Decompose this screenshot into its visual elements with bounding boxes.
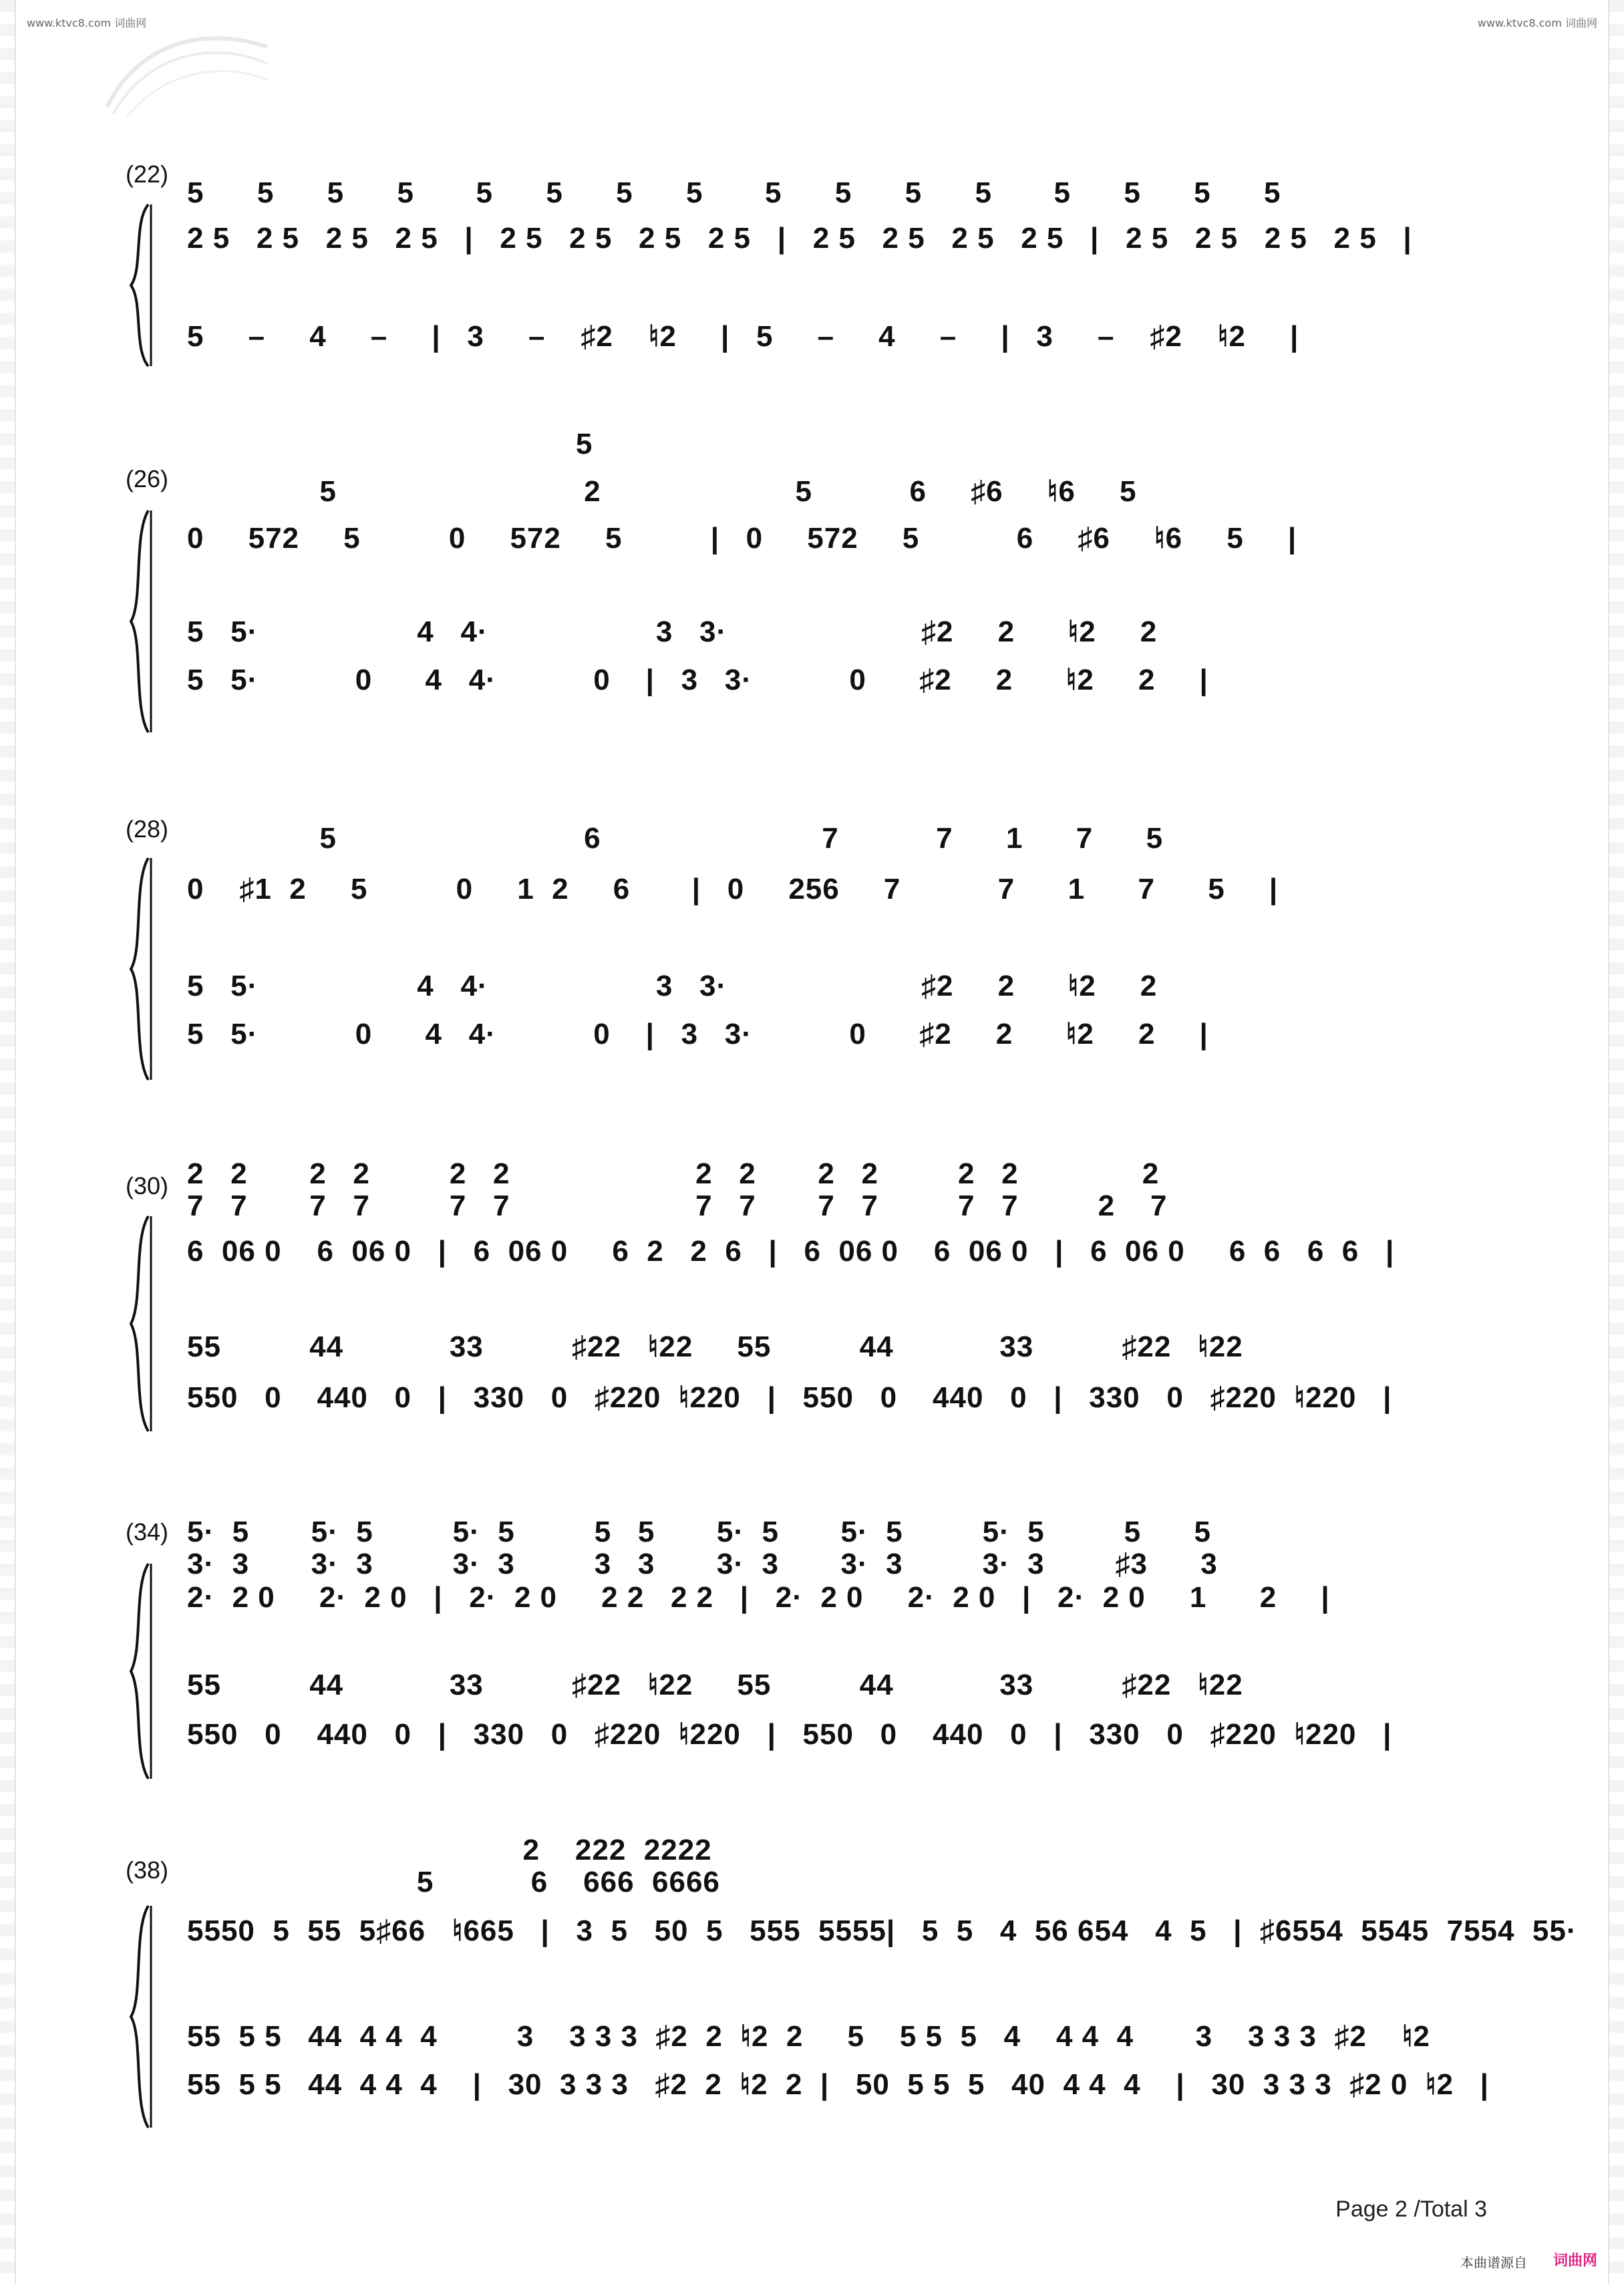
lower-staff-top-notes: 5 5· 4 4· 3 3· ♯2 2 ♮2 2: [187, 970, 1158, 1002]
measure-number: (34): [126, 1518, 169, 1546]
measure-number: (22): [126, 160, 169, 188]
upper-staff-chord-top: 5· 5 5· 5 5· 5 5 5 5· 5 5· 5 5· 5 5 5: [187, 1516, 1211, 1548]
measure-number: (28): [126, 815, 169, 843]
left-margin-strip: [0, 0, 16, 2284]
upper-staff-chord-top: 5 6 7 7 1 7 5: [187, 822, 1164, 855]
upper-staff-chord-top: 5: [187, 428, 593, 460]
lower-staff-notes: 5 5· 0 4 4· 0 | 3 3· 0 ♯2 2 ♮2 2 |: [187, 1018, 1208, 1050]
score-system-28: [127, 809, 1496, 1103]
watermark-left: www.ktvc8.com 词曲网: [27, 17, 147, 29]
upper-staff-notes: 5550 5 55 5♯66 ♮665 | 3 5 50 5 555 5555| 5 5 4 56 654 4 5 | ♯6554 5545 7554 55·: [187, 1914, 1577, 1947]
score-system-26: [127, 414, 1496, 748]
score-system-38: [126, 1831, 1577, 2138]
upper-staff-top-notes: 5 5 5 5 5 5 5 5 5 5 5 5 5 5 5 5: [187, 176, 1281, 209]
upper-staff-chord-mid: 7 7 7 7 7 7 7 7 7 7 7 7 2 7: [187, 1189, 1168, 1222]
upper-staff-chord-mid: 5 6 666 6666: [187, 1866, 720, 1898]
staff-brace-icon: [127, 1561, 154, 1781]
upper-staff-notes: 2 5 2 5 2 5 2 5 | 2 5 2 5 2 5 2 5 | 2 5 2 5 2 5 2 5 | 2 5 2 5 2 5 2 5 |: [187, 222, 1412, 255]
staff-brace-icon: [127, 202, 154, 369]
staff-brace-icon: [127, 1903, 154, 2130]
staff-brace-icon: [127, 508, 154, 735]
lower-staff-notes: 5 – 4 – | 3 – ♯2 ♮2 | 5 – 4 – | 3 – ♯2 ♮2 |: [187, 320, 1299, 353]
lower-staff-top-notes: 55 5 5 44 4 4 4 3 3 3 3 ♯2 2 ♮2 2 5 5 5 5 4 4 4 4 3 3 3 3 ♯2 ♮2: [187, 2020, 1430, 2053]
lower-staff-notes: 550 0 440 0 | 330 0 ♯220 ♮220 | 550 0 440 0 | 330 0 ♯220 ♮220 |: [187, 1381, 1392, 1414]
lower-staff-notes: 55 5 5 44 4 4 4 | 30 3 3 3 ♯2 2 ♮2 2 | 50 5 5 5 40 4 4 4 | 30 3 3 3 ♯2 0 ♮2 |: [187, 2068, 1489, 2101]
decorative-swirl-icon: [100, 27, 274, 120]
score-system-34: [127, 1510, 1496, 1804]
upper-staff-chord-mid: 3· 3 3· 3 3· 3 3 3 3· 3 3· 3 3· 3 ♯3 3: [187, 1548, 1218, 1580]
watermark-right: www.ktvc8.com 词曲网: [1477, 17, 1597, 29]
upper-staff-chord-top: 2 222 2222: [187, 1834, 712, 1866]
upper-staff-notes: 2· 2 0 2· 2 0 | 2· 2 0 2 2 2 2 | 2· 2 0 2· 2 0 | 2· 2 0 1 2 |: [187, 1581, 1330, 1614]
lower-staff-notes: 5 5· 0 4 4· 0 | 3 3· 0 ♯2 2 ♮2 2 |: [187, 664, 1208, 696]
score-system-22: [127, 160, 1496, 381]
upper-staff-notes: 0 ♯1 2 5 0 1 2 6 | 0 256 7 7 1 7 5 |: [187, 873, 1279, 905]
site-logo: 词曲网: [1553, 2252, 1597, 2269]
source-label: 本曲谱源自: [1460, 2256, 1527, 2271]
lower-staff-notes: 550 0 440 0 | 330 0 ♯220 ♮220 | 550 0 440 0 | 330 0 ♯220 ♮220 |: [187, 1718, 1392, 1751]
upper-staff-chord-top: 2 2 2 2 2 2 2 2 2 2 2 2 2: [187, 1157, 1160, 1190]
upper-staff-chord-mid: 5 2 5 6 ♯6 ♮6 5: [187, 475, 1137, 508]
upper-staff-notes: 0 572 5 0 572 5 | 0 572 5 6 ♯6 ♮6 5 |: [187, 522, 1297, 555]
lower-staff-top-notes: 55 44 33 ♯22 ♮22 55 44 33 ♯22 ♮22: [187, 1669, 1243, 1701]
measure-number: (26): [126, 465, 169, 492]
staff-brace-icon: [127, 855, 154, 1083]
score-system-30: [127, 1149, 1496, 1443]
upper-staff-notes: 6 06 0 6 06 0 | 6 06 0 6 2 2 6 | 6 06 0 6 06 0 | 6 06 0 6 6 6 6 |: [187, 1235, 1395, 1268]
staff-brace-icon: [127, 1214, 154, 1434]
measure-number: (30): [126, 1172, 169, 1199]
page-indicator: Page 2 /Total 3: [1335, 2196, 1487, 2222]
lower-staff-top-notes: 55 44 33 ♯22 ♮22 55 44 33 ♯22 ♮22: [187, 1330, 1243, 1363]
measure-number: (38): [126, 1856, 169, 1884]
lower-staff-top-notes: 5 5· 4 4· 3 3· ♯2 2 ♮2 2: [187, 615, 1158, 648]
